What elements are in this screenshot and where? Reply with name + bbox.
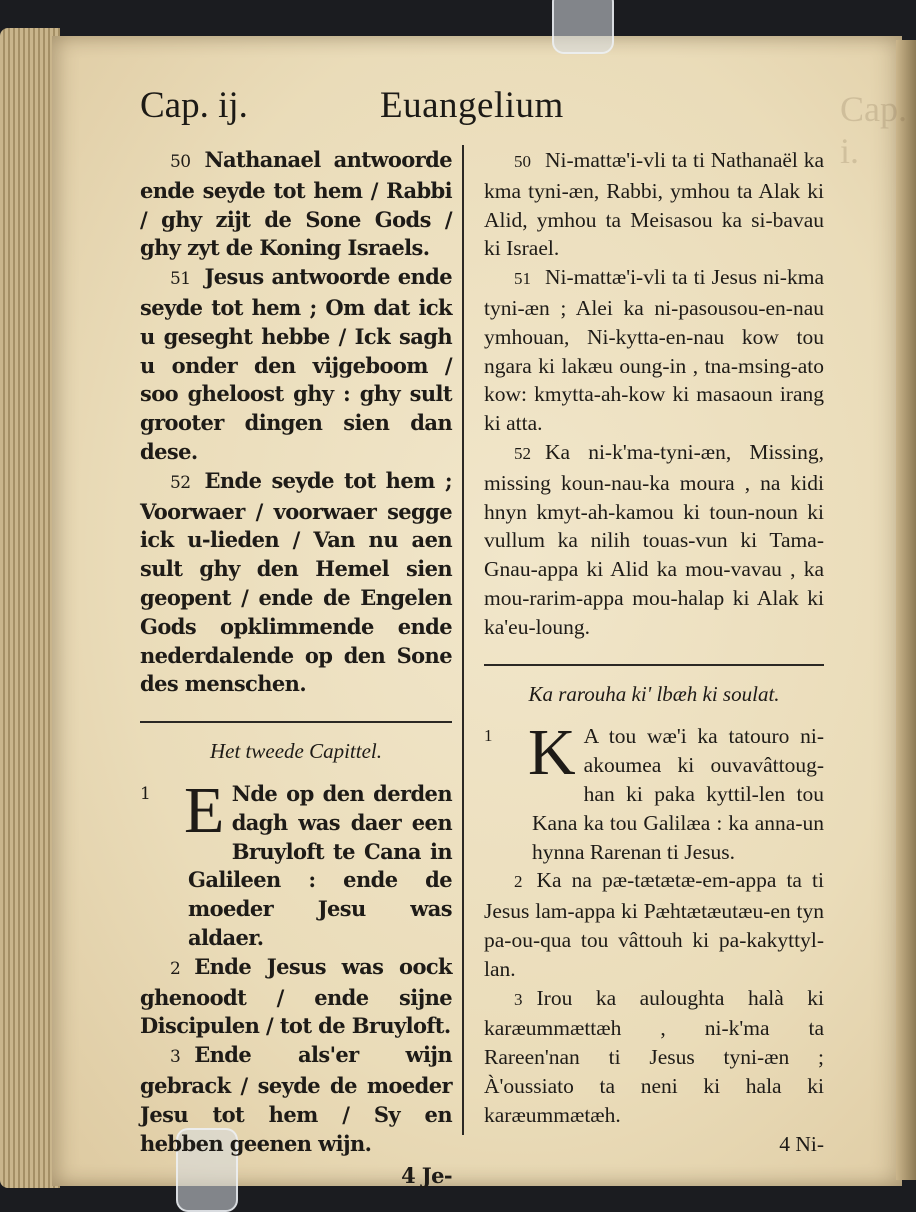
bleed-through-text: Cap. i.	[840, 89, 907, 171]
verse-text: A tou wæ'i ka tatouro ni-akoumea ki ouvavâttoug-han ki paka kyttil-len tou Kana ka tou Galilæa : ka anna-un hynna Rarenan ti Jesus.	[532, 724, 824, 864]
book-page-edges	[0, 28, 60, 1188]
verse-number: 3	[170, 1047, 181, 1068]
verse-text: Irou ka auloughta halà ki karæummættæh , ni-k'ma ta Rareen'nan ti Jesus tyni-æn ; À'oussiato ta neni ki hala ki karæummætæh.	[484, 985, 824, 1127]
dutch-verse-2	[140, 953, 452, 1041]
formosan-verse-51	[484, 263, 824, 438]
column-divider	[462, 145, 464, 1135]
verse-number: 52	[514, 443, 531, 463]
dutch-column	[140, 146, 452, 1191]
formosan-verse-3	[484, 984, 824, 1130]
catchword: 4 Je-	[401, 1163, 452, 1189]
catchword: 4 Ni-	[779, 1131, 824, 1156]
verse-text: Ende Jesus was oock ghenoodt / ende sijne Discipulen / tot de Bruyloft.	[140, 953, 452, 1039]
dutch-verse-50	[140, 146, 452, 263]
book-right-edge	[896, 40, 916, 1180]
verse-text: Nathanael antwoorde ende seyde tot hem / Rabbi / ghy zijt de Sone Gods / ghy zyt de Koning Israels.	[140, 147, 452, 261]
dutch-verse-3	[140, 1041, 452, 1158]
verse-text: Ende seyde tot hem ; Voorwaer / voorwaer segge ick u-lieden / Van nu aen sult ghy den Hemel sien geopent / ende de Engelen Gods opklimmende ende nederdalende op den Sone des menschen.	[140, 467, 452, 697]
chapter-label: Cap. ij.	[140, 85, 248, 126]
dutch-chapter-heading: Het tweede Capittel.	[209, 739, 383, 764]
verse-number: 50	[514, 152, 531, 171]
verse-number: 2	[514, 872, 523, 892]
verse-text: Ka na pæ-tætætæ-em-appa ta ti Jesus lam-appa ki Pæhtætæutæu-en tyn pa-ou-qua tou vâttouh ki pa-kakyttyl-lan.	[484, 868, 824, 981]
verse-number: 50	[170, 152, 191, 172]
verse-number: 2	[170, 958, 181, 979]
verse-number: 52	[170, 472, 191, 493]
page-title: Euangelium	[380, 85, 564, 126]
formosan-verse-52	[484, 438, 824, 642]
formosan-verse-1	[484, 716, 824, 866]
formosan-verse-2	[484, 866, 824, 983]
verse-text: Jesus antwoorde ende seyde tot hem ; Om dat ick u geseght hebbe / Ick sagh u onder den vijgeboom / soo gheloost ghy : ghy sult grooter dingen sien dan dese.	[140, 264, 452, 464]
verse-text: Ni-mattæ'i-vli ta ti Nathanaël ka kma tyni-æn, Rabbi, ymhou ta Alak ki Alid, ymhou ta Meisasou ka si-bavau ki Israel.	[484, 148, 824, 261]
verse-text: Ni-mattæ'i-vli ta ti Jesus ni-kma tyni-æn ; Alei ka ni-pasousou-en-nau ymhouan, Ni-kytta-en-nau kow tou ngara ki lakæu oung-in , tna-msing-ato kow: kmytta-ah-kow ki masaoun irang ki atta.	[484, 265, 824, 436]
drop-cap: K	[528, 716, 576, 790]
formosan-column	[484, 146, 824, 1158]
section-rule	[484, 664, 824, 666]
dutch-verse-1	[140, 773, 452, 953]
formosan-chapter-heading: Ka rarouha ki' lbæh ki soulat.	[528, 681, 780, 706]
verse-number: 51	[514, 269, 531, 289]
verse-text: Nde op den derden dagh was daer een Bruyloft te Cana in Galileen : ende de moeder Jesu was aldaer.	[188, 780, 452, 950]
formosan-verse-50	[484, 146, 824, 263]
dutch-verse-52	[140, 467, 452, 699]
verse-number: 3	[514, 989, 523, 1009]
drop-cap: E	[184, 773, 224, 847]
verse-text: Ende als'er wijn gebrack / seyde de moeder Jesu tot hem / Sy en hebben geenen wijn.	[140, 1042, 452, 1156]
section-rule	[140, 721, 452, 723]
verse-number: 1	[140, 783, 151, 804]
dutch-verse-51	[140, 263, 452, 467]
verse-number: 1	[484, 726, 493, 746]
verse-number: 51	[170, 269, 191, 290]
book-clip-top	[552, 0, 614, 54]
verse-text: Ka ni-k'ma-tyni-æn, Missing, missing koun-nau-ka moura , na kidi hnyn kmyt-ah-kamou ki toun-noun ki vullum ka nilih touas-vun ki Tama-Gnau-appa ki Alid ka mou-vavau , ka mou-rarim-appa mou-halap ki Alak ki ka'eu-loung.	[484, 439, 824, 639]
